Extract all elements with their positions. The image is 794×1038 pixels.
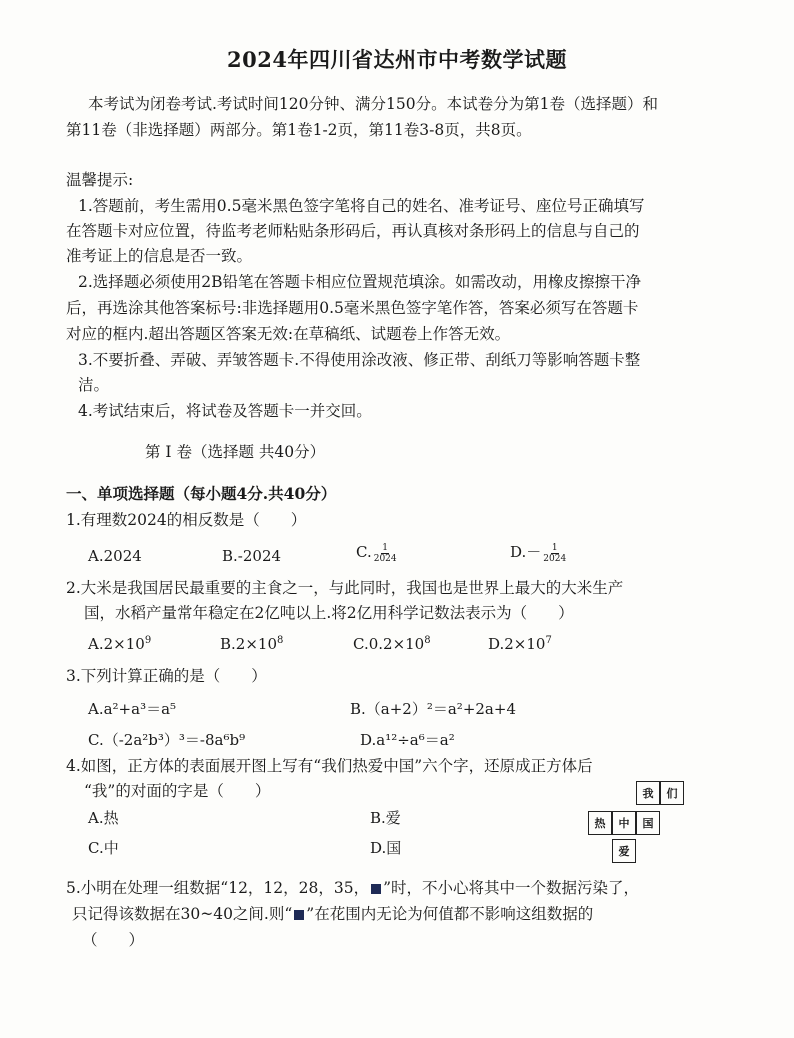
q3-option-c: C.（-2a²b³）³＝-8a⁶b⁹ <box>88 731 246 749</box>
net-cell-guo: 国 <box>636 811 660 835</box>
question-4-stem-1: 4.如图，正方体的表面展开图上写有“我们热爱中国”六个字，还原成正方体后 <box>66 757 593 775</box>
question-2-stem-2: 国，水稻产量常年稳定在2亿吨以上.将2亿用科学记数法表示为（ ） <box>84 604 574 622</box>
question-5-stem-1: 5.小明在处理一组数据“12，12，28，35， ”时，不小心将其中一个数据污染了， <box>66 879 640 897</box>
net-cell-re: 热 <box>588 811 612 835</box>
fraction: $\frac{1}{2024}$ <box>543 542 567 564</box>
q2-option-b: $B.2\times 10^8$ <box>220 635 284 653</box>
question-1-stem: 1.有理数2024的相反数是（ ） <box>66 511 307 529</box>
intro-line-1: 本考试为闭卷考试.考试时间120分钟、满分150分。本试卷分为第1卷（选择题）和 <box>88 95 658 113</box>
tips-heading: 温馨提示: <box>66 171 134 189</box>
q1-option-a: A.2024 <box>88 547 142 565</box>
q4-option-c: C.中 <box>88 839 119 857</box>
fraction: $\frac{1}{2024}$ <box>373 542 397 564</box>
q2-option-c: $C.0.2\times 10^8$ <box>353 635 431 653</box>
question-4-stem-2: “我”的对面的字是（ ） <box>84 782 271 800</box>
net-cell-wo: 我 <box>636 781 660 805</box>
net-cell-zhong: 中 <box>612 811 636 835</box>
section-heading: 一、单项选择题（每小题4分.共40分） <box>66 484 337 503</box>
tip-line: 在答题卡对应位置，待监考老师粘贴条形码后，再认真核对条形码上的信息与自己的 <box>66 222 640 240</box>
tip-line: 2.选择题必须使用2B铅笔在答题卡相应位置规范填涂。如需改动，用橡皮擦擦干净 <box>78 273 642 291</box>
tip-line: 洁。 <box>78 376 110 394</box>
tip-line: 3.不要折叠、弄破、弄皱答题卡.不得使用涂改液、修正带、刮纸刀等影响答题卡整 <box>78 351 641 369</box>
tip-line: 准考证上的信息是否一致。 <box>66 247 253 265</box>
question-2-stem-1: 2.大米是我国居民最重要的主食之一，与此同时，我国也是世界上最大的大米生产 <box>66 579 624 597</box>
tip-line: 4.考试结束后，将试卷及答题卡一并交回。 <box>78 402 372 420</box>
cube-net-figure <box>584 781 696 867</box>
tip-line: 1.答题前，考生需用0.5毫米黑色签字笔将自己的姓名、准考证号、座位号正确填写 <box>78 197 645 215</box>
q4-option-d: D.国 <box>370 839 402 857</box>
tip-line: 后，再选涂其他答案标号:非选择题用0.5毫米黑色签字笔作答，答案必须写在答题卡 <box>66 299 639 317</box>
net-cell-men: 们 <box>660 781 684 805</box>
q2-option-a: $A.2\times 10^9$ <box>88 635 152 653</box>
q3-option-d: D.a¹²÷a⁶＝a² <box>360 731 455 749</box>
q4-option-b: B.爱 <box>370 809 401 827</box>
part-heading: 第 I 卷（选择题 共40分） <box>145 443 326 461</box>
tip-line: 对应的框内.超出答题区答案无效:在草稿纸、试题卷上作答无效。 <box>66 325 511 343</box>
q3-option-a: A.a²+a³＝a⁵ <box>88 700 177 718</box>
question-5-stem-3: （ ） <box>82 931 145 949</box>
blot-square-icon <box>371 884 381 894</box>
q2-option-d: $D.2\times 10^7$ <box>488 635 552 653</box>
q4-option-a: A.热 <box>88 809 119 827</box>
q1-option-b: B.-2024 <box>222 547 282 565</box>
net-cell-ai: 爱 <box>612 839 636 863</box>
intro-line-2: 第11卷（非选择题）两部分。第1卷1-2页，第11卷3-8页，共8页。 <box>66 121 532 139</box>
q1-option-c: C. $\frac{1}{2024}$ <box>356 542 397 564</box>
q1-option-d: D.－ $\frac{1}{2024}$ <box>510 542 567 564</box>
blot-square-icon <box>294 910 304 920</box>
question-3-stem: 3.下列计算正确的是（ ） <box>66 667 267 685</box>
q3-option-b: B.（a+2）²＝a²+2a+4 <box>350 700 516 718</box>
page-title: 2024年四川省达州市中考数学试题 <box>227 47 567 72</box>
question-5-stem-2: 只记得该数据在30~40之间.则“ ”在花围内无论为何值都不影响这组数据的 <box>72 905 594 923</box>
